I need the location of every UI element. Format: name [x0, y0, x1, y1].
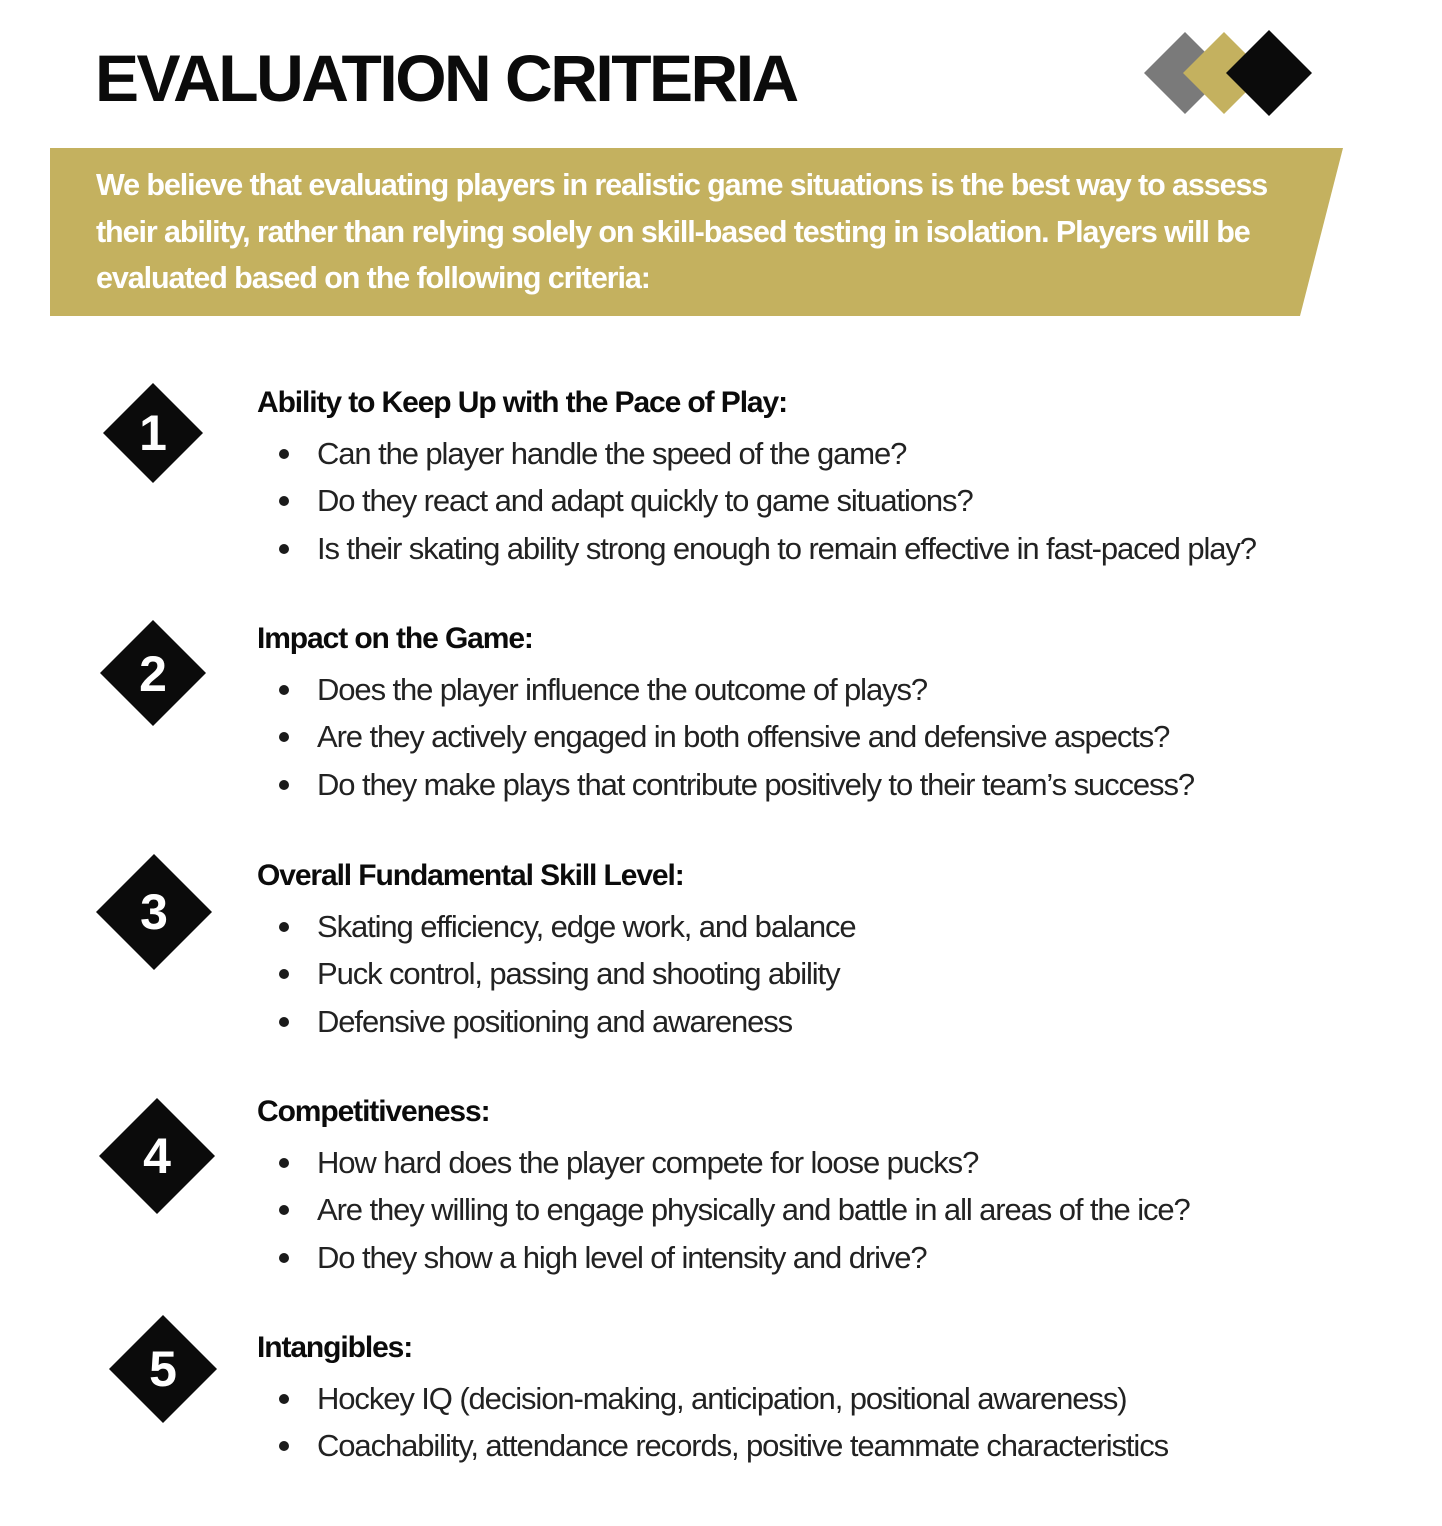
- list-item: Are they actively engaged in both offensive and defensive aspects?: [275, 713, 1194, 760]
- criterion-heading: Impact on the Game:: [257, 622, 533, 655]
- list-item: Hockey IQ (decision-making, anticipation, positional awareness): [275, 1375, 1168, 1422]
- list-item: Do they react and adapt quickly to game situations?: [275, 477, 1256, 524]
- number-badge: [93, 614, 213, 734]
- number-badge: [94, 852, 214, 972]
- number-badge: [93, 377, 213, 497]
- list-item: Coachability, attendance records, positive teammate characteristics: [275, 1422, 1168, 1469]
- list-item: Do they make plays that contribute positively to their team’s success?: [275, 761, 1194, 808]
- intro-banner: [50, 148, 1343, 316]
- criterion-heading: Intangibles:: [257, 1331, 413, 1364]
- black-diamond-icon: [1226, 30, 1312, 116]
- criterion-bullet-list: [275, 430, 1256, 572]
- list-item: Defensive positioning and awareness: [275, 998, 856, 1045]
- badge-number: 2: [139, 646, 167, 702]
- criterion-bullet-list: [275, 903, 856, 1045]
- three-diamonds-logo-icon: [1140, 28, 1315, 118]
- criterion-bullet-list: [275, 1139, 1190, 1281]
- number-badge: [97, 1096, 217, 1216]
- page-title: EVALUATION CRITERIA: [95, 41, 797, 115]
- intro-text: We believe that evaluating players in realistic game situations is the best way to assess their ability, rather than relying solely on skill-based testing in isolation. Players will be evaluated based on the following criteria:: [96, 168, 1268, 295]
- number-badge: [103, 1311, 223, 1431]
- badge-number: 1: [139, 405, 167, 461]
- criterion-heading: Overall Fundamental Skill Level:: [257, 859, 684, 892]
- list-item: Can the player handle the speed of the game?: [275, 430, 1256, 477]
- list-item: Puck control, passing and shooting ability: [275, 950, 856, 997]
- criterion-bullet-list: [275, 666, 1194, 808]
- list-item: Is their skating ability strong enough to remain effective in fast-paced play?: [275, 525, 1256, 572]
- list-item: Skating efficiency, edge work, and balance: [275, 903, 856, 950]
- badge-number: 3: [140, 884, 168, 940]
- criterion-heading: Ability to Keep Up with the Pace of Play:: [257, 386, 787, 419]
- list-item: How hard does the player compete for loose pucks?: [275, 1139, 1190, 1186]
- criterion-heading: Competitiveness:: [257, 1095, 490, 1128]
- list-item: Do they show a high level of intensity and drive?: [275, 1234, 1190, 1281]
- badge-number: 4: [143, 1128, 171, 1184]
- list-item: Does the player influence the outcome of plays?: [275, 666, 1194, 713]
- badge-number: 5: [149, 1341, 177, 1397]
- list-item: Are they willing to engage physically and battle in all areas of the ice?: [275, 1186, 1190, 1233]
- criterion-bullet-list: [275, 1375, 1168, 1470]
